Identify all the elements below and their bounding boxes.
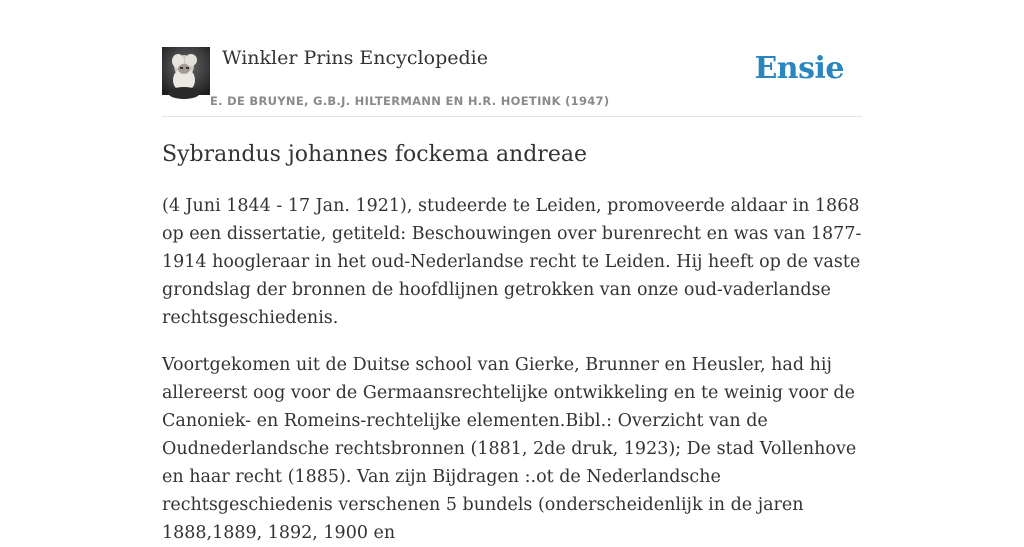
article-paragraph: Voortgekomen uit de Duitse school van Gierke, Brunner en Heusler, had hij allereerst oog voor de Germaansrechtelijke ontwikkeling en te weinig voor de Canoniek- en Romeins-rechtelijke elementen.Bibl.: Overzicht van de Oudnederlandsche rechtsbronnen (1881, 2de druk, 1923); De stad Vollenhove en haar recht (1885). Van zijn Bijdragen :.ot de Nederlandsche rechtsgeschiedenis verschenen 5 bundels (onderscheidenlijk in de jaren 1888,1889, 1892, 1900 en xyxy=(162,355,857,543)
avatar[interactable] xyxy=(162,47,210,95)
source-title[interactable]: Winkler Prins Encyclopedie xyxy=(222,47,488,69)
source-header xyxy=(162,46,862,117)
page-title: Sybrandus johannes fockema andreae xyxy=(162,142,587,167)
article-paragraph: (4 Juni 1844 - 17 Jan. 1921), studeerde te Leiden, promoveerde aldaar in 1868 op een dissertatie, getiteld: Beschouwingen over burenrecht en was van 1877-1914 hoogleraar in het oud-Nederlandse recht te Leiden. Hij heeft op de vaste grondslag der bronnen de hoofdlijnen getrokken van onze oud-vaderlandse rechtsgeschiedenis. xyxy=(162,196,862,328)
portrait-icon xyxy=(162,47,210,95)
article xyxy=(162,140,862,547)
source-authors: E. DE BRUYNE, G.B.J. HILTERMANN EN H.R. HOETINK (1947) xyxy=(210,94,610,108)
ensie-logo[interactable]: Ensie xyxy=(754,51,844,86)
